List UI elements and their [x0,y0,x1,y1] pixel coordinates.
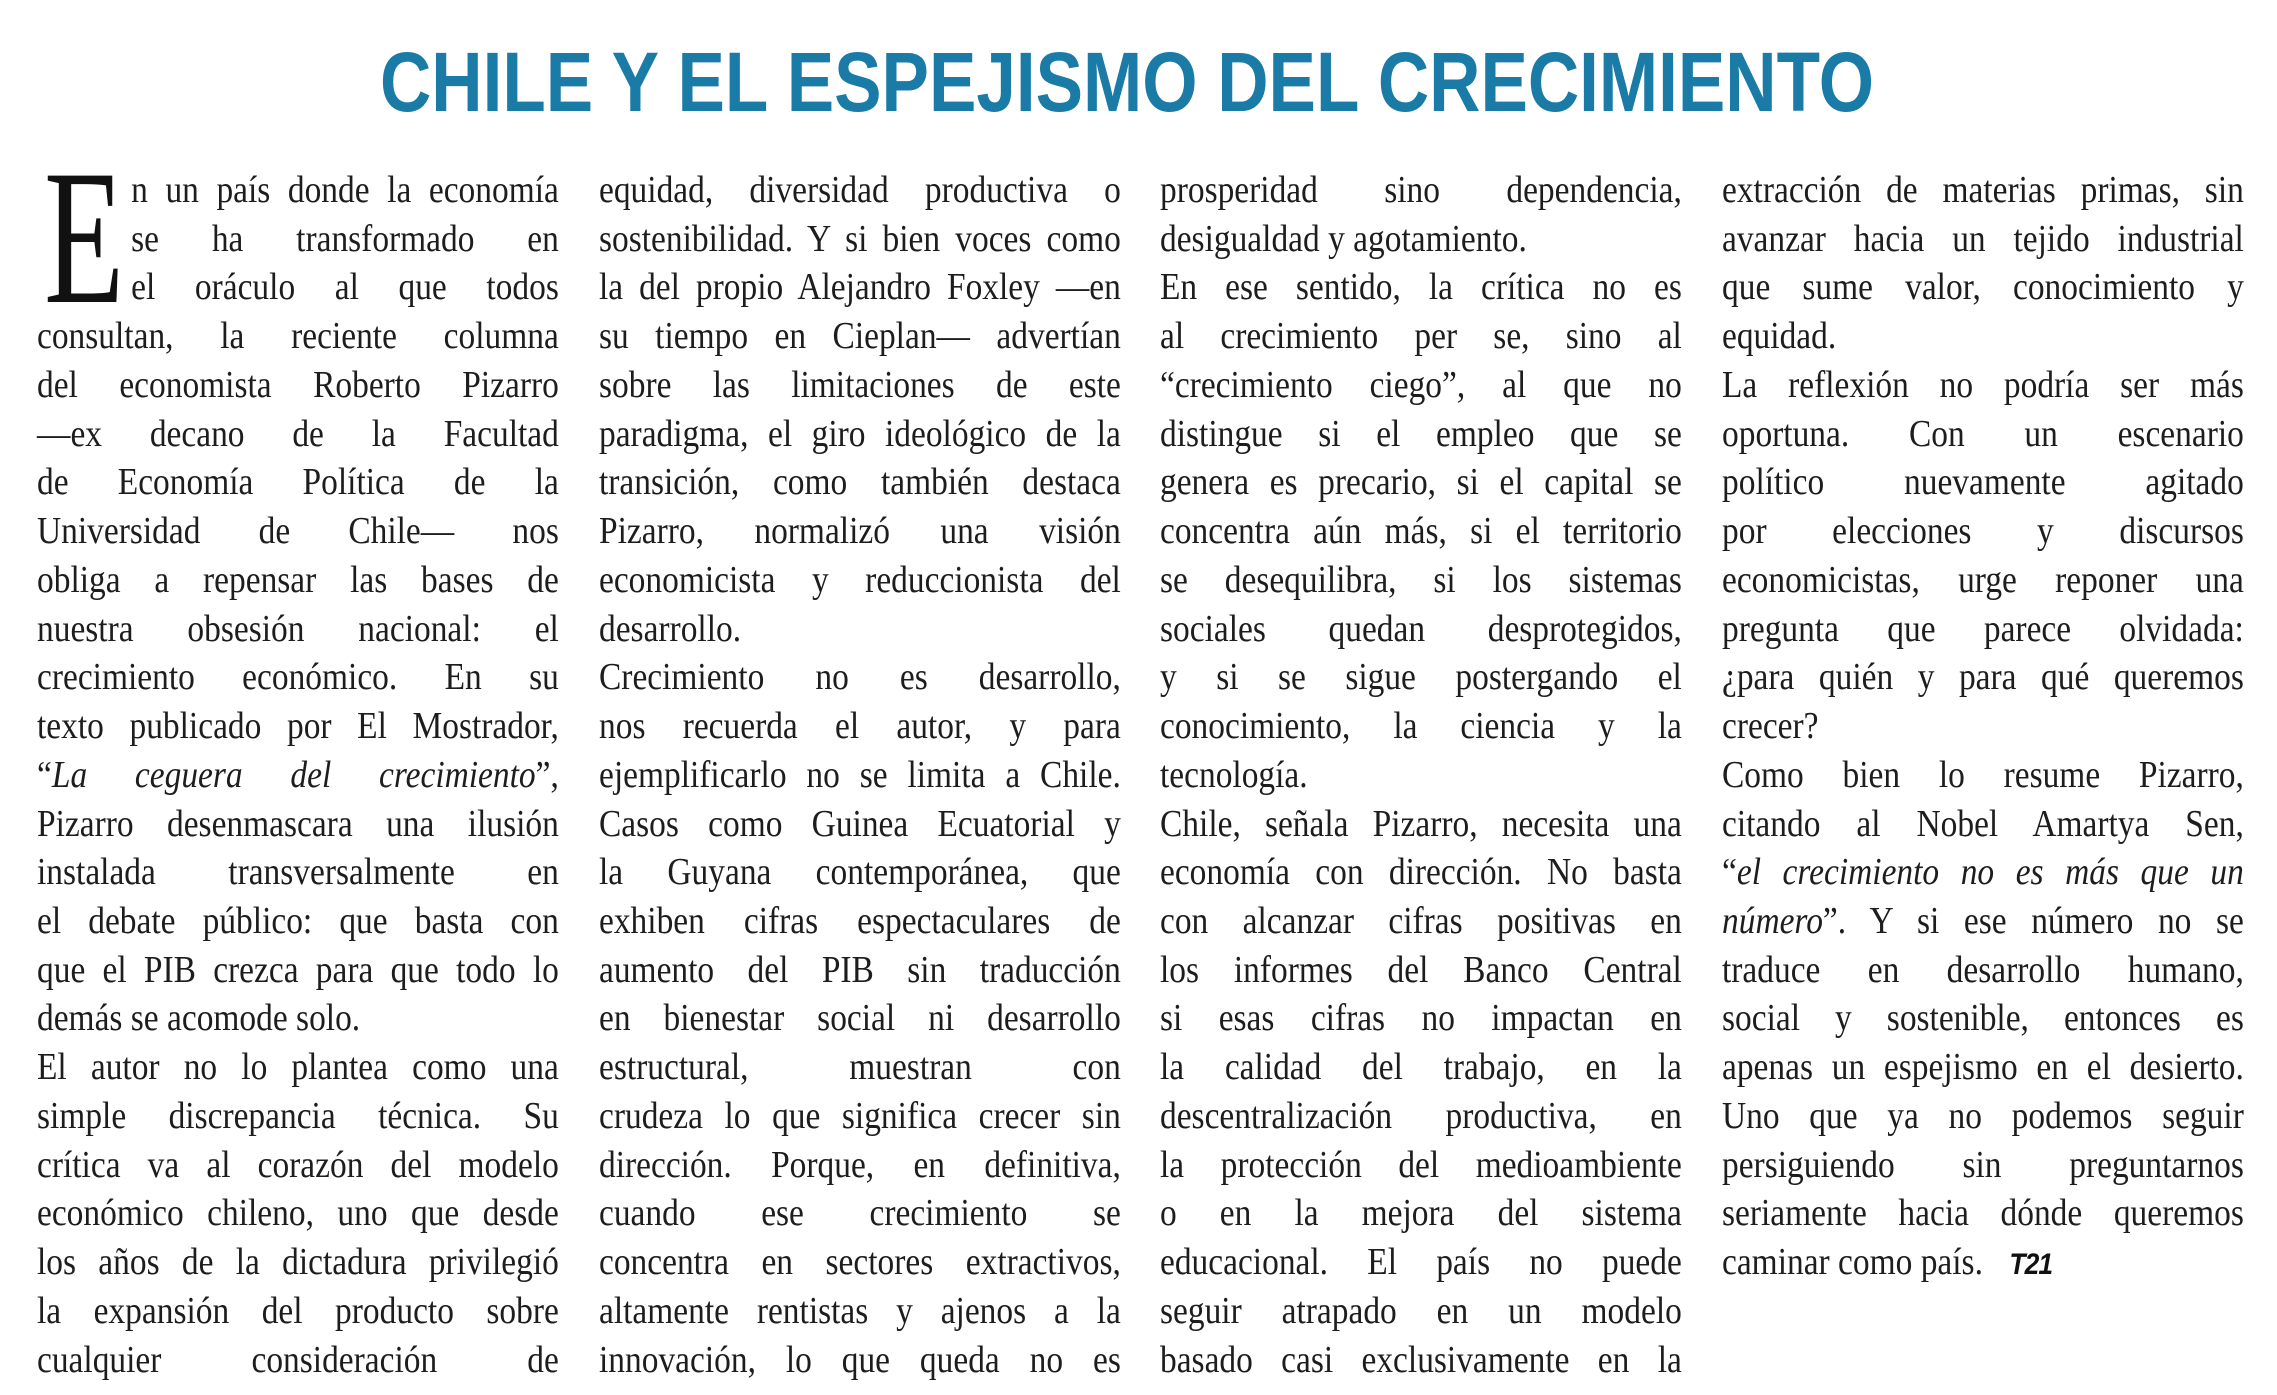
text-line: economicistas, urge reponer una [1721,558,2244,601]
column-4 [1722,166,2244,1385]
text-line: consultan, la reciente columna [37,315,559,358]
text-line: concentra aún más, si el territorio [1160,510,1683,553]
text-line: n un país donde la economía [131,169,559,211]
text-line: conocimiento, la ciencia y la [1160,705,1683,748]
column-text [37,166,559,1384]
text-line: al crecimiento per se, sino al [1160,315,1683,358]
text-line: apenas un espejismo en el desierto. [1721,1046,2244,1089]
text-line: sobre las limitaciones de este [598,363,1121,406]
text-segment: ”, [535,753,559,796]
text-line: prosperidad sino dependencia, [1160,169,1683,211]
text-line: genera es precario, si el capital se [1160,461,1683,504]
drop-cap: E [44,130,125,344]
text-line [1722,848,2244,897]
text-line: con alcanzar cifras positivas en [1160,900,1683,943]
column-1 [37,130,559,1385]
text-line: social y sostenible, entonces es [1721,997,2244,1040]
italic-text-segment: número [1721,900,1823,943]
text-line: distingue si el empleo que se [1160,412,1683,455]
text-line: avanzar hacia un tejido industrial [1721,217,2244,260]
text-line: descentralización productiva, en [1160,1094,1683,1137]
publication-logo: T21 [2009,1248,2052,1282]
text-line: sostenibilidad. Y si bien voces como [598,217,1121,260]
text-line: que sume valor, conocimiento y [1721,266,2244,309]
text-line: crudeza lo que significa crecer sin [598,1094,1121,1137]
text-line: político nuevamente agitado [1721,461,2244,504]
text-line [1722,1238,2244,1287]
text-line: El autor no lo plantea como una [37,1046,559,1089]
text-line: En ese sentido, la crítica no es [1160,266,1683,309]
text-line: seguir atrapado en un modelo [1160,1289,1683,1332]
column-2 [599,166,1121,1385]
text-segment: “ [1721,851,1737,894]
text-line: extracción de materias primas, sin [1721,169,2244,211]
text-line: y si se sigue postergando el [1160,656,1683,699]
article-body [37,130,2244,1385]
text-line: Como bien lo resume Pizarro, [1721,753,2244,796]
text-line: simple discrepancia técnica. Su [37,1094,559,1137]
column-text [1160,166,1682,1384]
headline [0,35,2253,129]
headline-text: CHILE Y EL ESPEJISMO DEL CRECIMIENTO [379,35,1874,129]
text-line: economicista y reduccionista del [598,558,1121,601]
text-line: economía con dirección. No basta [1160,851,1683,894]
text-line: innovación, lo que queda no es [598,1338,1121,1381]
text-line: —ex decano de la Facultad [37,412,559,455]
text-line: su tiempo en Cieplan— advertían [598,315,1121,358]
text-line: persiguiendo sin preguntarnos [1721,1143,2244,1186]
text-line: que el PIB crezca para que todo lo [37,948,559,991]
text-line: Pizarro, normalizó una visión [598,510,1121,553]
text-line: se desequilibra, si los sistemas [1160,558,1683,601]
text-line: paradigma, el giro ideológico de la [598,412,1121,455]
text-line: transición, como también destaca [598,461,1121,504]
text-line: basado casi exclusivamente en la [1160,1338,1683,1381]
text-line: Universidad de Chile— nos [37,510,559,553]
text-line: los años de la dictadura privilegió [37,1241,559,1284]
text-line: Crecimiento no es desarrollo, [598,656,1121,699]
italic-text-segment: La ceguera del crecimiento [51,753,536,796]
text-line: citando al Nobel Amartya Sen, [1721,802,2244,845]
text-line: la calidad del trabajo, en la [1160,1046,1683,1089]
text-line: el oráculo al que todos [131,266,559,309]
text-line: nuestra obsesión nacional: el [37,607,559,650]
text-line: demás se acomode solo. [37,997,361,1040]
text-segment: ”. Y si ese número no se [1822,900,2244,943]
text-line: de Economía Política de la [37,461,559,504]
text-line: cuando ese crecimiento se [598,1192,1121,1235]
text-line: instalada transversalmente en [37,851,559,894]
text-line: Pizarro desenmascara una ilusión [37,802,559,845]
column-text [599,166,1121,1384]
text-line: Chile, señala Pizarro, necesita una [1160,802,1683,845]
text-line: crítica va al corazón del modelo [37,1143,559,1186]
text-line: concentra en sectores extractivos, [598,1241,1121,1284]
text-line: traduce en desarrollo humano, [1721,948,2244,991]
text-line: ejemplificarlo no se limita a Chile. [598,753,1121,796]
text-segment: caminar como país. [1721,1241,1983,1284]
text-line: la protección del medioambiente [1160,1143,1683,1186]
text-line: si esas cifras no impactan en [1160,997,1683,1040]
text-line: la Guyana contemporánea, que [598,851,1121,894]
text-line: obliga a repensar las bases de [37,558,559,601]
text-line: por elecciones y discursos [1721,510,2244,553]
text-line: o en la mejora del sistema [1160,1192,1683,1235]
text-line: equidad, diversidad productiva o [598,169,1121,211]
text-line: sociales quedan desprotegidos, [1160,607,1683,650]
column-3 [1160,166,1682,1385]
text-segment: “ [37,753,52,796]
column-text [1722,166,2244,1287]
text-line: en bienestar social ni desarrollo [598,997,1121,1040]
text-line: crecer? [1721,705,1819,748]
text-line: del economista Roberto Pizarro [37,363,559,406]
text-line: la expansión del producto sobre [37,1289,559,1332]
text-line: se ha transformado en [131,217,559,260]
text-line: tecnología. [1160,753,1308,796]
text-line: La reflexión no podría ser más [1721,363,2244,406]
text-line: desigualdad y agotamiento. [1160,217,1528,260]
text-line: exhiben cifras espectaculares de [598,900,1121,943]
text-line [37,751,559,800]
text-line: educacional. El país no puede [1160,1241,1683,1284]
text-line: el debate público: que basta con [37,900,559,943]
text-line: pregunta que parece olvidada: [1721,607,2244,650]
text-line: Uno que ya no podemos seguir [1721,1094,2244,1137]
text-line: económico chileno, uno que desde [37,1192,559,1235]
text-line: oportuna. Con un escenario [1721,412,2244,455]
text-line: Casos como Guinea Ecuatorial y [598,802,1121,845]
text-line: crecimiento económico. En su [37,656,559,699]
text-line: dirección. Porque, en definitiva, [598,1143,1121,1186]
text-line [1722,897,2244,946]
text-line: nos recuerda el autor, y para [598,705,1121,748]
text-line: texto publicado por El Mostrador, [37,705,559,748]
text-line: seriamente hacia dónde queremos [1721,1192,2244,1235]
text-line: ¿para quién y para qué queremos [1721,656,2244,699]
text-line: cualquier consideración de [37,1338,559,1381]
text-line: altamente rentistas y ajenos a la [598,1289,1121,1332]
text-line: equidad. [1721,315,1837,358]
text-line: los informes del Banco Central [1160,948,1683,991]
text-line: estructural, muestran con [598,1046,1121,1089]
text-line: “crecimiento ciego”, al que no [1160,363,1683,406]
text-line: aumento del PIB sin traducción [598,948,1121,991]
text-line: la del propio Alejandro Foxley —en [598,266,1121,309]
italic-text-segment: el crecimiento no es más que un [1736,851,2244,894]
text-line: desarrollo. [598,607,741,650]
